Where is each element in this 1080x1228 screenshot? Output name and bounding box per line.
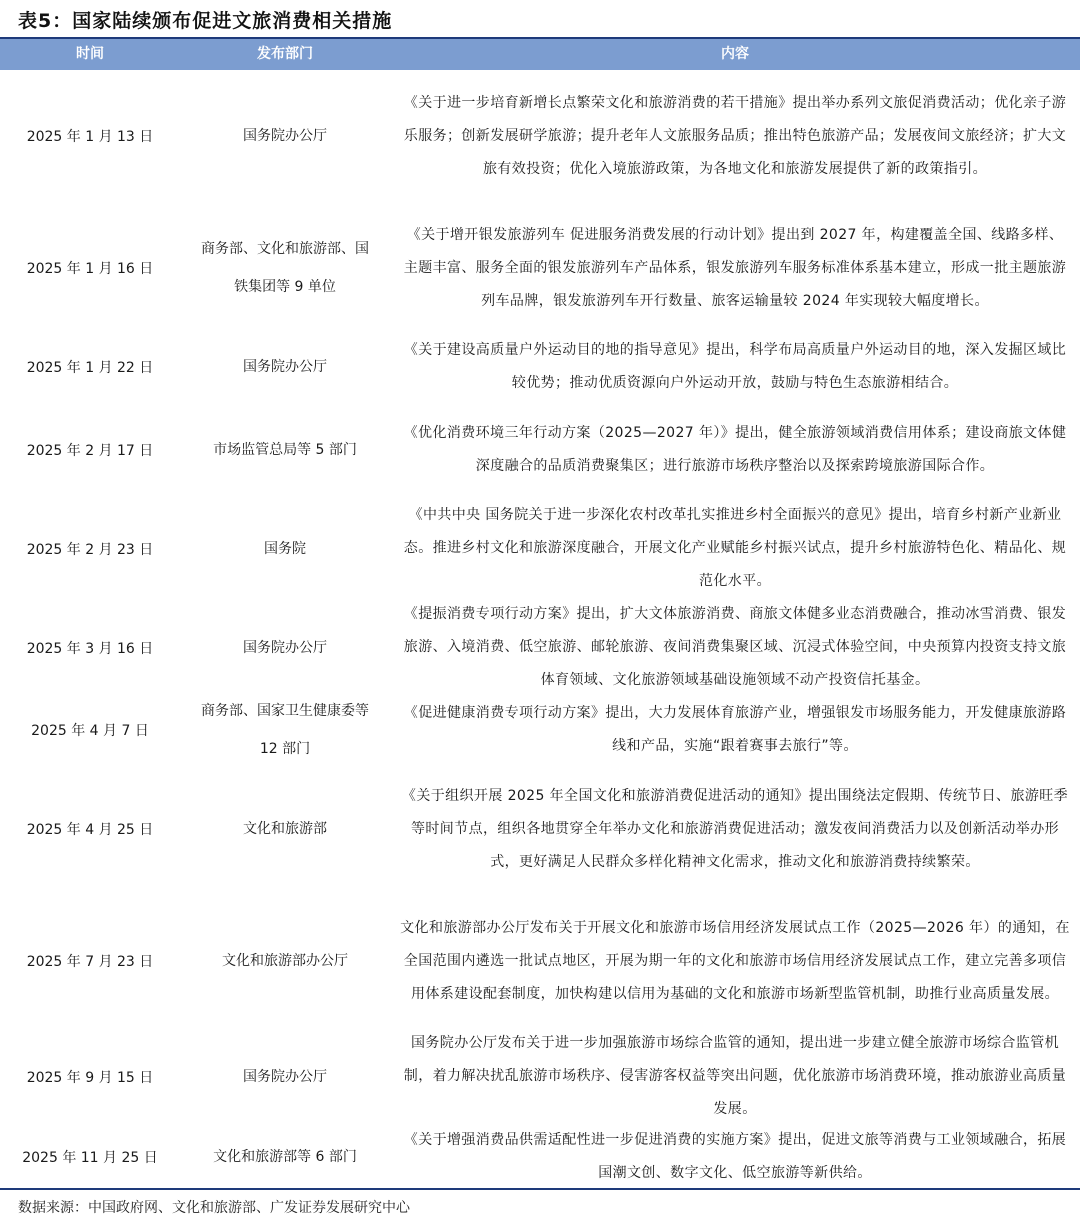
table-row [0, 598, 1080, 697]
table-row [0, 763, 1080, 895]
row-dept: 国务院办公厅 [243, 128, 327, 144]
row-dept: 商务部、文化和旅游部、国铁集团等 9 单位 [201, 241, 369, 295]
row-date: 2025 年 11 月 25 日 [22, 1150, 158, 1166]
row-content: 《关于增强消费品供需适配性进一步促进消费的实施方案》提出，促进文旅等消费与工业领域融合，拓展国潮文创、数字文化、低空旅游等新供给。 [403, 1132, 1067, 1181]
row-content: 《提振消费专项行动方案》提出，扩大文体旅游消费、商旅文体健多业态消费融合，推动冰雪消费、银发旅游、入境消费、低空旅游、邮轮旅游、夜间消费集聚区域、沉浸式体验空间，中央预算内投资支持文旅体育领域、文化旅游领域基础设施领域不动产投资信托基金。 [403, 606, 1067, 688]
table-row [0, 70, 1080, 202]
row-dept: 国务院办公厅 [243, 1068, 327, 1085]
row-date: 2025 年 3 月 16 日 [26, 640, 154, 657]
header-content: 内容 [721, 46, 749, 62]
row-content: 《中共中央 国务院关于进一步深化农村改革扎实推进乡村全面振兴的意见》提出，培育乡村新产业新业态。推进乡村文化和旅游深度融合，开展文化产业赋能乡村振兴试点，提升乡村旅游特色化、精品化、规范化水平。 [403, 507, 1067, 589]
table-row [0, 334, 1080, 400]
row-dept: 国务院办公厅 [243, 639, 327, 656]
table-header [0, 39, 1080, 70]
table-row [0, 895, 1080, 1027]
row-dept: 国务院 [264, 540, 306, 557]
row-dept: 文化和旅游部等 6 部门 [213, 1149, 357, 1165]
table-title: 表5：国家陆续颁布促进文旅消费相关措施 [18, 10, 393, 32]
bottom-rule [0, 1188, 1080, 1190]
table-row [0, 499, 1080, 598]
row-content: 《关于组织开展 2025 年全国文化和旅游消费促进活动的通知》提出围绕法定假期、传统节日、旅游旺季等时间节点，组织各地贯穿全年举办文化和旅游消费促进活动；激发夜间消费活力以及创新活动举办形式，更好满足人民群众多样化精神文化需求，推动文化和旅游消费持续繁荣。 [401, 787, 1069, 870]
row-content: 《关于建设高质量户外运动目的地的指导意见》提出，科学布局高质量户外运动目的地，深入发掘区域比较优势；推动优质资源向户外运动开放，鼓励与特色生态旅游相结合。 [403, 342, 1067, 391]
row-content: 《关于增开银发旅游列车 促进服务消费发展的行动计划》提出到 2027 年，构建覆盖全国、线路多样、主题丰富、服务全面的银发旅游列车产品体系，银发旅游列车服务标准体系基本建立，形成一批主题旅游列车品牌，银发旅游列车开行数量、旅客运输量较 2024 年实现较大幅度增长。 [403, 226, 1067, 309]
table-row [0, 1027, 1080, 1126]
row-dept: 文化和旅游部 [243, 821, 327, 837]
header-dept: 发布部门 [257, 46, 313, 62]
row-content: 《促进健康消费专项行动方案》提出，大力发展体育旅游产业，增强银发市场服务能力，开发健康旅游路线和产品，实施“跟着赛事去旅行”等。 [403, 705, 1067, 754]
row-content: 《优化消费环境三年行动方案（2025—2027 年）》提出，健全旅游领域消费信用体系；建设商旅文体健深度融合的品质消费聚集区；进行旅游市场秩序整治以及探索跨境旅游国际合作。 [403, 424, 1067, 474]
row-date: 2025 年 2 月 17 日 [26, 442, 154, 459]
table-row [0, 1126, 1080, 1188]
row-date: 2025 年 1 月 16 日 [26, 261, 154, 277]
row-dept: 国务院办公厅 [243, 359, 327, 375]
row-dept: 文化和旅游部办公厅 [222, 953, 348, 969]
row-dept: 市场监管总局等 5 部门 [213, 441, 357, 458]
row-date: 2025 年 7 月 23 日 [26, 954, 154, 970]
table-row [0, 697, 1080, 763]
row-content: 文化和旅游部办公厅发布关于开展文化和旅游市场信用经济发展试点工作（2025—2026 年）的通知，在全国范围内遴选一批试点地区，开展为期一年的文化和旅游市场信用经济发展试点工作，建立完善多项信用体系建设配套制度，加快构建以信用为基础的文化和旅游市场新型监管机制，助推行业高质量发展。 [400, 919, 1070, 1002]
row-date: 2025 年 9 月 15 日 [26, 1069, 154, 1086]
table-row [0, 202, 1080, 334]
row-content: 《关于进一步培育新增长点繁荣文化和旅游消费的若干措施》提出举办系列文旅促消费活动；优化亲子游乐服务；创新发展研学旅游；提升老年人文旅服务品质；推出特色旅游产品；发展夜间文旅经济；扩大文旅有效投资；优化入境旅游政策，为各地文化和旅游发展提供了新的政策指引。 [403, 94, 1067, 177]
row-dept: 商务部、国家卫生健康委等 12 部门 [201, 703, 369, 757]
row-date: 2025 年 1 月 22 日 [26, 360, 154, 376]
row-date: 2025 年 4 月 25 日 [26, 822, 154, 838]
row-date: 2025 年 2 月 23 日 [26, 541, 154, 558]
table-row [0, 400, 1080, 499]
row-date: 2025 年 1 月 13 日 [26, 129, 154, 145]
row-content: 国务院办公厅发布关于进一步加强旅游市场综合监管的通知，提出进一步建立健全旅游市场综合监管机制，着力解决扰乱旅游市场秩序、侵害游客权益等突出问题，优化旅游市场消费环境，推动旅游业高质量发展。 [403, 1035, 1067, 1117]
data-source-note: 数据来源：中国政府网、文化和旅游部、广发证券发展研究中心 [18, 1200, 410, 1216]
header-time: 时间 [76, 46, 104, 62]
row-date: 2025 年 4 月 7 日 [31, 723, 149, 739]
